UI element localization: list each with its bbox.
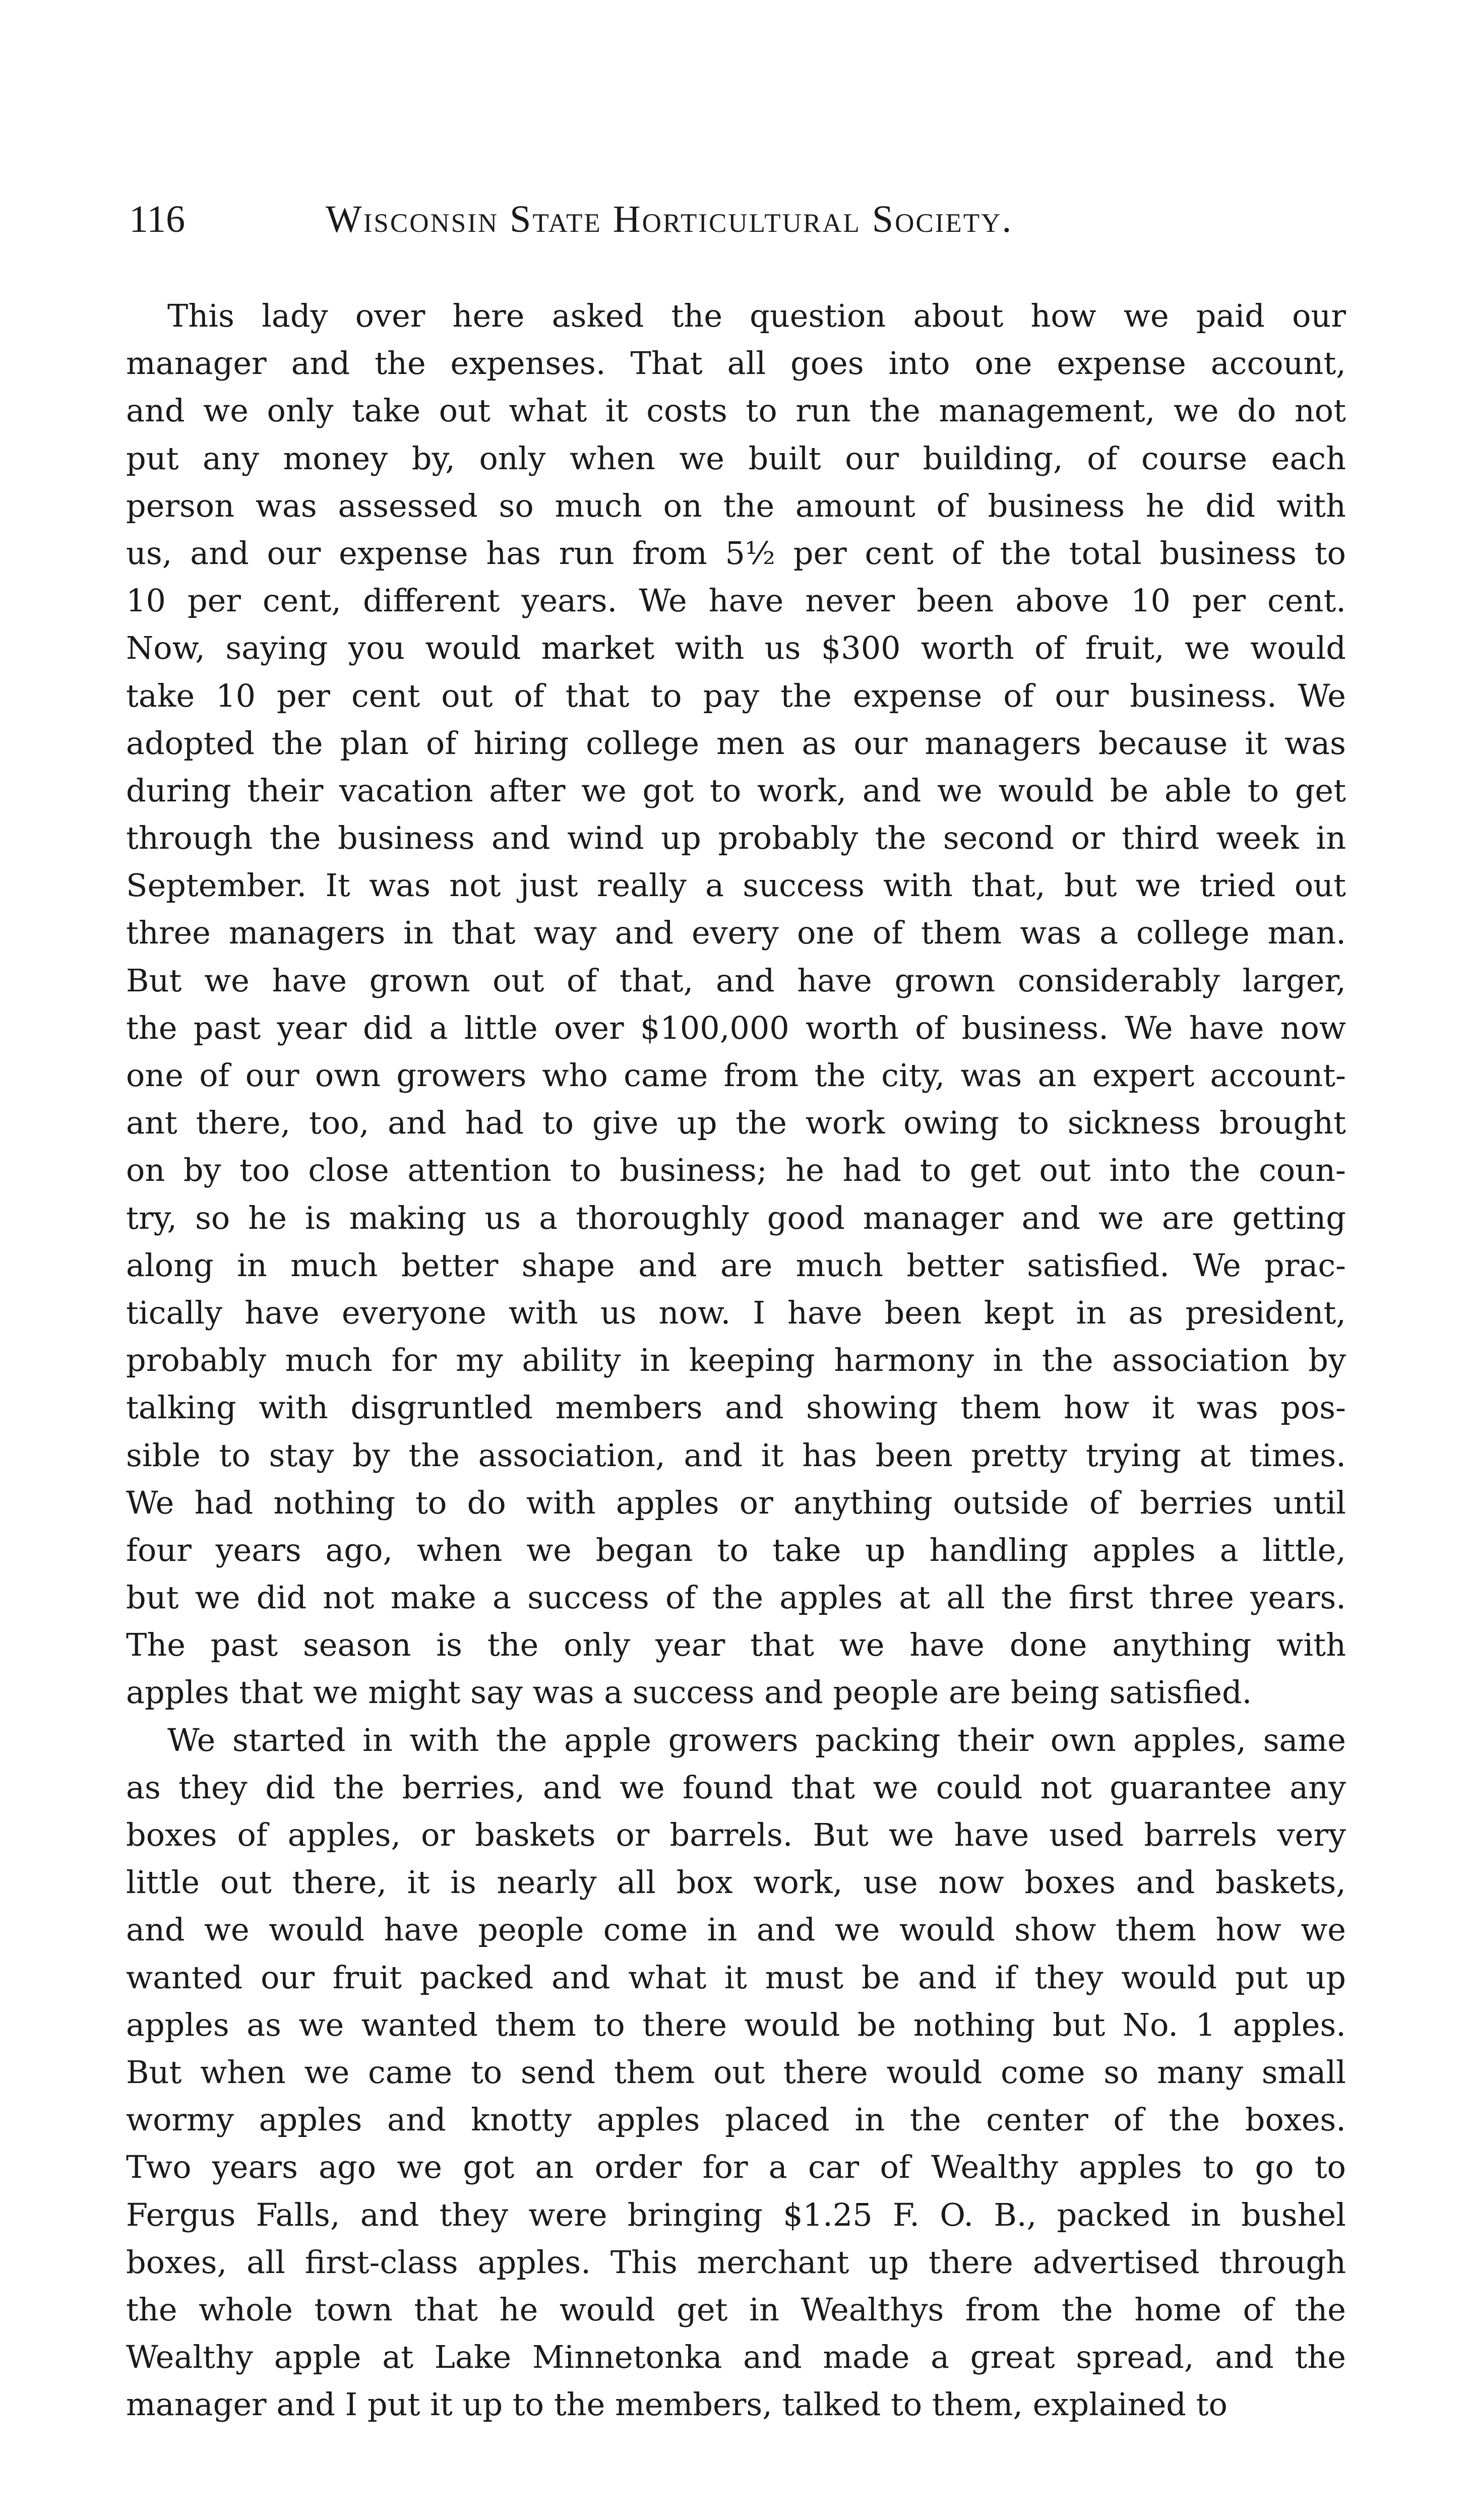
- text-line: the whole town that he would get in Wealthys from the home of the: [126, 2291, 1346, 2328]
- running-title: Wisconsin State Horticultural Society.: [326, 198, 1013, 240]
- text-line: through the business and wind up probably the second or third week in: [126, 820, 1346, 857]
- text-line: But when we came to send them out there would come so many small: [126, 2053, 1346, 2091]
- text-line: on by too close attention to business; he had to get out into the coun-: [126, 1152, 1346, 1189]
- text-line: adopted the plan of hiring college men as our managers because it was: [126, 724, 1346, 762]
- text-line: and we only take out what it costs to run the management, we do not: [126, 392, 1346, 429]
- page-number: 116: [129, 198, 186, 240]
- text-line: talking with disgruntled members and showing them how it was pos-: [126, 1389, 1346, 1426]
- running-head: [129, 192, 1349, 247]
- text-line: Fergus Falls, and they were bringing $1.25 F. O. B., packed in bushel: [126, 2196, 1346, 2233]
- text-line: This lady over here asked the question about how we paid our: [167, 297, 1346, 334]
- text-line: person was assessed so much on the amount of business he did with: [126, 487, 1346, 524]
- text-line: We started in with the apple growers packing their own apples, same: [167, 1721, 1346, 1758]
- text-line: the past year did a little over $100,000 worth of business. We have now: [126, 1009, 1346, 1046]
- text-line: The past season is the only year that we have done anything with: [126, 1626, 1346, 1664]
- text-line: try, so he is making us a thoroughly good manager and we are getting: [126, 1199, 1346, 1236]
- text-line: But we have grown out of that, and have grown considerably larger,: [126, 962, 1346, 999]
- body-text: [126, 292, 1346, 2428]
- paragraph: [126, 292, 1346, 1717]
- text-line: wanted our fruit packed and what it must be and if they would put up: [126, 1959, 1346, 1996]
- text-line: wormy apples and knotty apples placed in the center of the boxes.: [126, 2101, 1346, 2138]
- text-line: as they did the berries, and we found that we could not guarantee any: [126, 1769, 1346, 1806]
- text-line: We had nothing to do with apples or anything outside of berries until: [126, 1484, 1346, 1521]
- text-line: Two years ago we got an order for a car of Wealthy apples to go to: [126, 2149, 1346, 2186]
- text-line: during their vacation after we got to work, and we would be able to get: [126, 772, 1346, 809]
- text-line: boxes, all first-class apples. This merchant up there advertised through: [126, 2243, 1346, 2281]
- text-line: September. It was not just really a success with that, but we tried out: [126, 867, 1346, 904]
- paragraph: [126, 1717, 1346, 2429]
- text-line: take 10 per cent out of that to pay the expense of our business. We: [126, 677, 1346, 714]
- text-line: apples that we might say was a success and people are being satisfied.: [126, 1674, 1252, 1711]
- text-line: tically have everyone with us now. I have been kept in as president,: [126, 1294, 1346, 1331]
- text-line: four years ago, when we began to take up handling apples a little,: [126, 1531, 1346, 1568]
- text-line: Now, saying you would market with us $300 worth of fruit, we would: [126, 629, 1346, 667]
- text-line: and we would have people come in and we would show them how we: [126, 1911, 1346, 1948]
- text-line: three managers in that way and every one of them was a college man.: [126, 914, 1346, 952]
- text-line: manager and I put it up to the members, talked to them, explained to: [126, 2386, 1228, 2423]
- text-line: sible to stay by the association, and it has been pretty trying at times.: [126, 1436, 1346, 1474]
- text-line: probably much for my ability in keeping harmony in the association by: [126, 1342, 1346, 1379]
- text-line: but we did not make a success of the apples at all the first three years.: [126, 1579, 1346, 1616]
- text-line: 10 per cent, different years. We have never been above 10 per cent.: [126, 582, 1346, 619]
- text-line: ant there, too, and had to give up the work owing to sickness brought: [126, 1104, 1346, 1142]
- text-line: along in much better shape and are much better satisfied. We prac-: [126, 1246, 1346, 1284]
- text-line: manager and the expenses. That all goes into one expense account,: [126, 345, 1346, 382]
- text-line: put any money by, only when we built our building, of course each: [126, 439, 1346, 477]
- text-line: us, and our expense has run from 5½ per cent of the total business to: [126, 534, 1346, 572]
- text-line: little out there, it is nearly all box work, use now boxes and baskets,: [126, 1864, 1346, 1901]
- text-line: boxes of apples, or baskets or barrels. But we have used barrels very: [126, 1816, 1346, 1853]
- text-line: apples as we wanted them to there would be nothing but No. 1 apples.: [126, 2006, 1346, 2043]
- text-line: Wealthy apple at Lake Minnetonka and made a great spread, and the: [126, 2339, 1346, 2376]
- text-line: one of our own growers who came from the city, was an expert account-: [126, 1057, 1346, 1094]
